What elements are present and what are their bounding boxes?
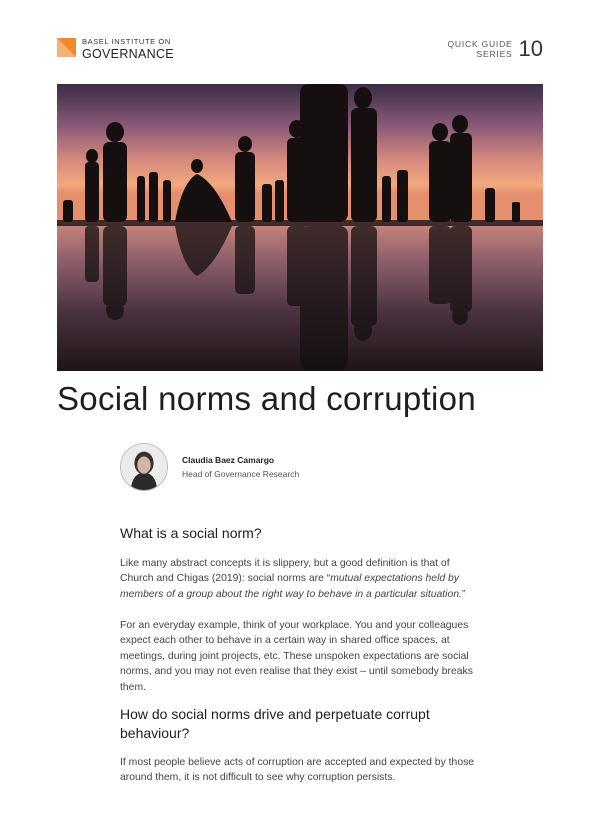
paragraph-text-end: ” [461, 588, 466, 600]
page-title: Social norms and corruption [57, 380, 476, 417]
section-heading: What is a social norm? [120, 525, 262, 541]
org-name-line1: BASEL INSTITUTE ON [82, 37, 171, 46]
paragraph: If most people believe acts of corruption are accepted and expected by those around them, it is not difficult to see why corruption persists. [120, 757, 475, 784]
series-number: 10 [518, 36, 543, 61]
paragraph-text: Like many abstract concepts it is slippery, but a good definition is that of Church and Chigas (2019): social norms are “ [120, 558, 450, 585]
paragraph [120, 556, 480, 602]
series-text [448, 39, 513, 59]
paragraph: For an everyday example, think of your workplace. You and your colleagues expect each other to behave in a certain way in shared office spaces, at meetings, during joint projects, etc. These unspoken expectations are social norms, and you may not even realise that they exist – until somebody breaks them. [120, 620, 473, 693]
logo-text [82, 38, 174, 60]
author-avatar [120, 443, 168, 491]
hero-image [57, 84, 543, 371]
logo-mark-icon [57, 38, 76, 57]
institute-logo [57, 38, 174, 60]
org-name-line2: GOVERNANCE [82, 46, 174, 61]
series-label [448, 38, 544, 60]
author-name: Claudia Baez Camargo [182, 455, 275, 465]
author-block [120, 443, 299, 491]
series-line1: QUICK GUIDE [447, 38, 513, 49]
section-heading: How do social norms drive and perpetuate corrupt behaviour? [120, 706, 430, 741]
definition-quote: mutual expectations held by members of a group about the right way to behave in a particular situation. [120, 573, 462, 600]
author-role: Head of Governance Research [182, 469, 300, 479]
series-line2: SERIES [476, 49, 513, 59]
